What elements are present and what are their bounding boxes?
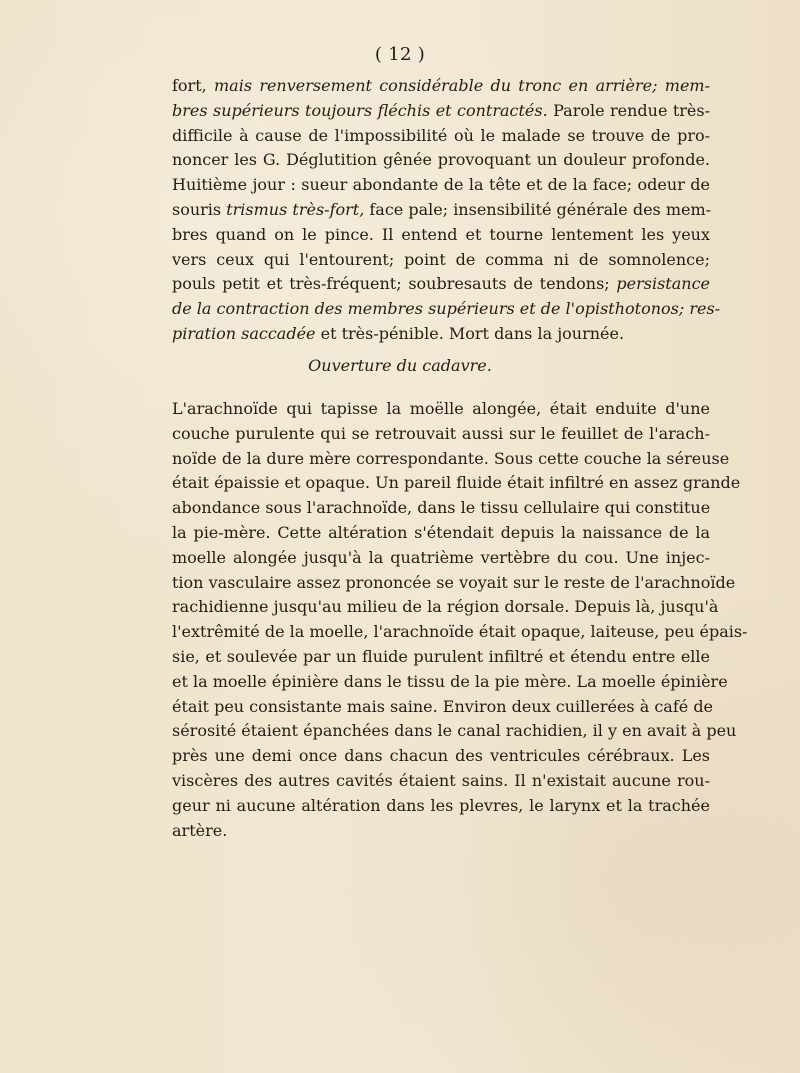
text-line: l'extrêmité de la moelle, l'arachnoïde était opaque, laiteuse, peu épais- <box>172 622 748 642</box>
text-line: L'arachnoïde qui tapisse la moëlle alongée, était enduite d'une <box>172 399 710 418</box>
text-line: artère. <box>172 820 228 840</box>
text-line <box>172 99 710 124</box>
text-line: geur ni aucune altération dans les plevres, le larynx et la trachée <box>172 795 710 815</box>
italic-text-segment: persistance <box>616 274 710 294</box>
text-line <box>172 148 710 173</box>
text-segment: vers ceux qui l'entourent; point de comma ni de somnolence; <box>172 249 710 269</box>
text-line <box>172 198 710 223</box>
text-line: sérosité étaient épanchées dans le canal rachidien, il y en avait à peu <box>172 721 737 741</box>
text-line: moelle alongée jusqu'à la quatrième vertèbre du cou. Une injec- <box>172 547 710 567</box>
text-line: viscères des autres cavités étaient sains. Il n'existait aucune rou- <box>172 770 710 790</box>
text-line <box>172 74 710 99</box>
italic-text-segment: trismus très-fort, <box>226 199 365 219</box>
text-segment: souris <box>172 199 227 219</box>
text-line: rachidienne jusqu'au milieu de la région dorsale. Depuis là, jusqu'à <box>172 597 719 617</box>
text-line: et la moelle épinière dans le tissu de la pie mère. La moelle épinière <box>172 671 728 691</box>
text-segment: Huitième jour : sueur abondante de la tête et de la face; odeur de <box>172 175 710 195</box>
text-line <box>172 297 721 322</box>
text-line <box>172 248 710 273</box>
paragraph-autopsy <box>172 397 748 843</box>
text-line: la pie-mère. Cette altération s'étendait depuis la naissance de la <box>172 522 710 542</box>
italic-text-segment: piration saccadée <box>172 323 316 343</box>
text-segment: noncer les G. Déglutition gênée provoquant un douleur profonde. <box>172 150 710 170</box>
text-line <box>172 223 710 248</box>
text-line <box>172 272 710 297</box>
text-line: était épaissie et opaque. Un pareil fluide était infiltré en assez grande <box>172 473 741 493</box>
text-line: près une demi once dans chacun des ventricules cérébraux. Les <box>172 746 710 766</box>
paragraph-clinical-course <box>172 74 721 347</box>
text-line: était peu consistante mais saine. Environ deux cuillerées à café de <box>172 696 714 716</box>
text-segment: fort, <box>172 76 214 95</box>
text-line: sie, et soulevée par un fluide purulent infiltré et étendu entre elle <box>172 646 710 666</box>
text-segment: pouls petit et très-fréquent; soubresauts de tendons; <box>172 274 617 294</box>
text-segment: et très-pénible. Mort dans la journée. <box>315 323 625 343</box>
text-segment: bres quand on le pince. Il entend et tourne lentement les yeux <box>172 224 710 244</box>
text-line <box>172 124 710 149</box>
italic-text-segment: de la contraction des membres supérieurs et de l'opisthotonos; res- <box>172 299 721 319</box>
text-line: abondance sous l'arachnoïde, dans le tissu cellulaire qui constitue <box>172 498 711 518</box>
section-heading: Ouverture du cadavre. <box>308 356 492 375</box>
text-line: noïde de la dure mère correspondante. Sous cette couche la séreuse <box>172 448 730 468</box>
text-segment: Parole rendue très- <box>547 100 710 120</box>
italic-text-segment: bres supérieurs toujours fléchis et contractés. <box>172 100 548 120</box>
text-line: tion vasculaire assez prononcée se voyait sur le reste de l'arachnoïde <box>172 572 736 592</box>
text-line <box>172 173 710 198</box>
page-number: ( 12 ) <box>374 44 426 65</box>
text-segment: difficile à cause de l'impossibilité où le malade se trouve de pro- <box>172 125 710 145</box>
text-segment: face pale; insensibilité générale des mem- <box>364 199 712 219</box>
text-line <box>172 322 710 347</box>
italic-text-segment: mais renversement considérable du tronc en arrière; mem- <box>214 76 710 95</box>
text-line: couche purulente qui se retrouvait aussi sur le feuillet de l'arach- <box>172 423 710 443</box>
